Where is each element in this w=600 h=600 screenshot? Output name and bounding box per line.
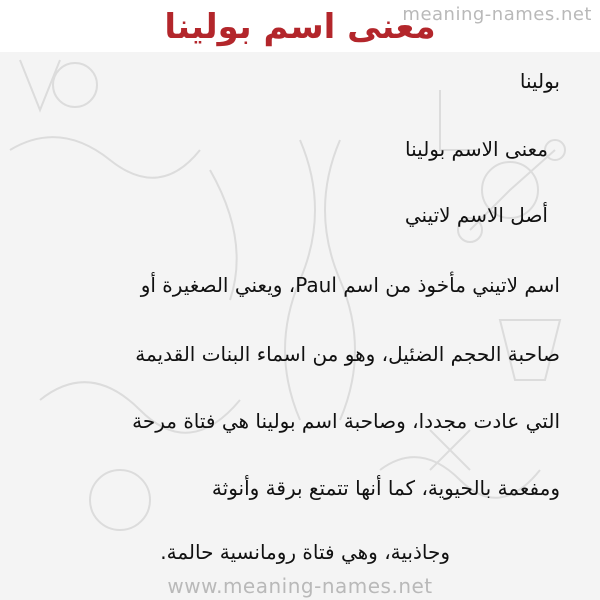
name-line: بولينا bbox=[519, 69, 560, 93]
description-line: ومفعمة بالحيوية، كما أنها تتمتع برقة وأنوثة bbox=[211, 476, 560, 500]
watermark-top: meaning-names.net bbox=[402, 4, 592, 25]
watermark-bottom: www.meaning-names.net bbox=[167, 574, 433, 598]
description-line: وجاذبية، وهي فتاة رومانسية حالمة. bbox=[160, 540, 450, 564]
meaning-heading: معنى الاسم بولينا bbox=[405, 137, 548, 161]
description-line: صاحبة الحجم الضئيل، وهو من اسماء البنات القديمة bbox=[135, 342, 560, 366]
origin-line: أصل الاسم لاتيني bbox=[404, 203, 548, 227]
description-line: التي عادت مجددا، وصاحبة اسم بولينا هي فتاة مرحة bbox=[132, 409, 560, 433]
description-line: اسم لاتيني مأخوذ من اسم Paul، ويعني الصغيرة أو bbox=[140, 273, 560, 297]
page-title: معنى اسم بولينا bbox=[164, 7, 436, 47]
